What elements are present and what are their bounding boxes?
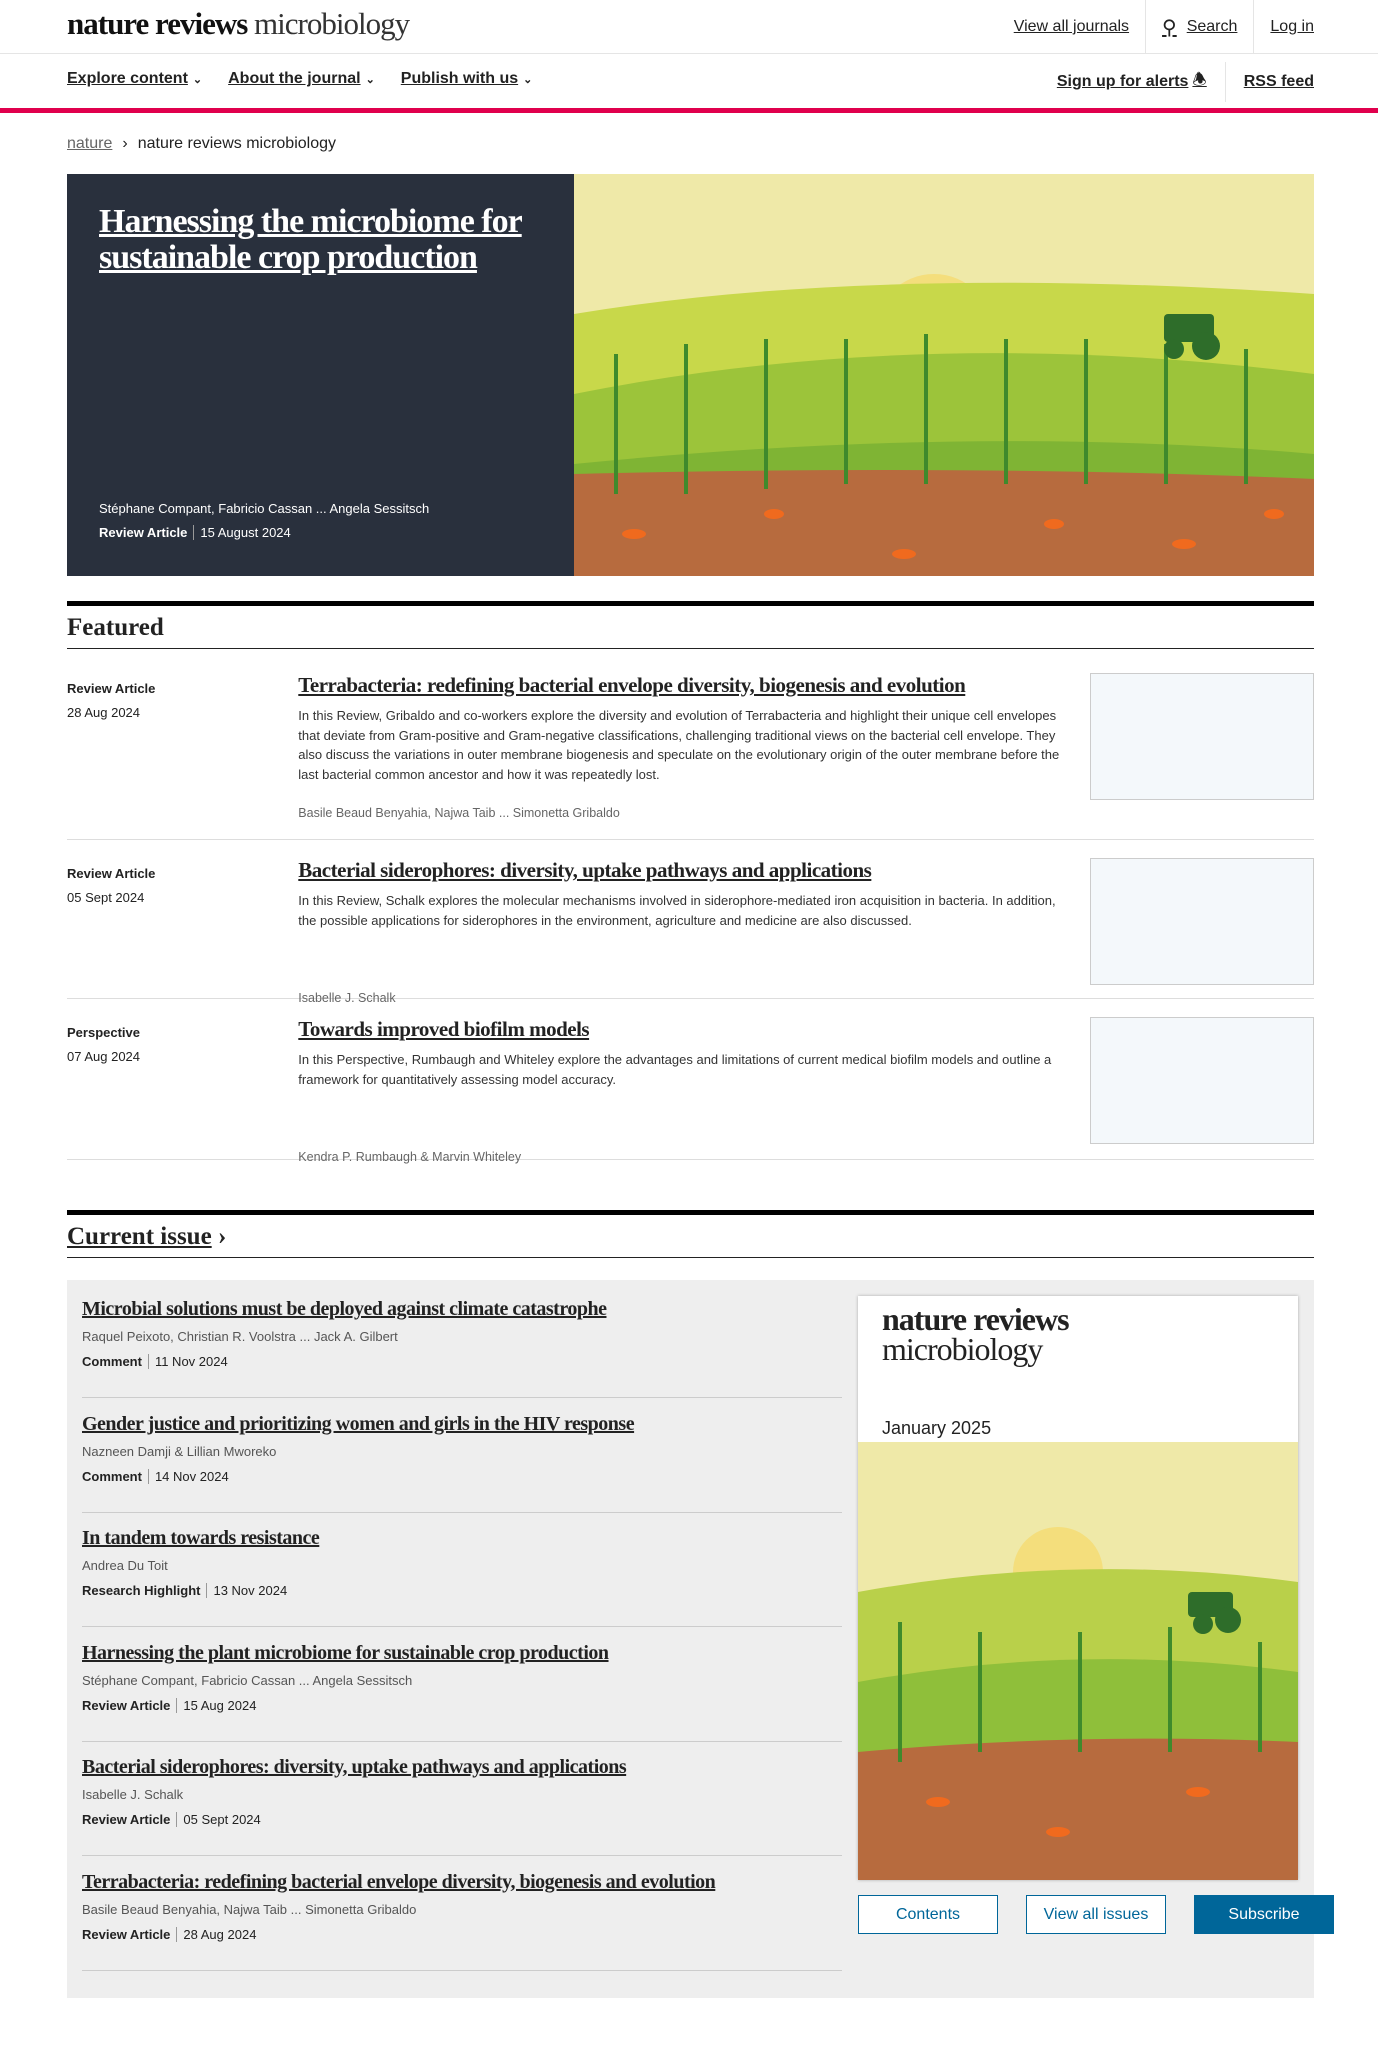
cover-logo-line2: microbiology <box>882 1331 1043 1367</box>
issue-article-authors: Andrea Du Toit <box>82 1558 168 1573</box>
article-authors: Kendra P. Rumbaugh & Marvin Whiteley <box>298 1150 522 1164</box>
view-all-issues-button[interactable]: View all issues <box>1026 1895 1166 1934</box>
breadcrumb-nature[interactable]: nature <box>67 135 113 152</box>
hero-date: 15 August 2024 <box>200 525 291 540</box>
issue-article-type: Comment <box>82 1354 149 1369</box>
article-title[interactable]: Bacterial siderophores: diversity, uptake pathways and applications <box>298 858 872 882</box>
article-authors: Isabelle J. Schalk <box>298 991 396 1005</box>
issue-article-title[interactable]: Terrabacteria: redefining bacterial envelope diversity, biogenesis and evolution <box>82 1870 716 1893</box>
issue-article <box>82 1512 842 1627</box>
article-title[interactable]: Towards improved biofilm models <box>298 1017 590 1041</box>
journal-logo[interactable] <box>67 6 409 42</box>
subscribe-button[interactable]: Subscribe <box>1194 1895 1334 1934</box>
view-all-journals-link[interactable]: View all journals <box>1013 18 1130 35</box>
issue-article-date: 15 Aug 2024 <box>183 1697 257 1713</box>
featured-item <box>67 858 1314 1005</box>
article-type: Review Article <box>67 681 156 696</box>
featured-item <box>67 673 1314 840</box>
issue-article-title[interactable]: In tandem towards resistance <box>82 1527 320 1549</box>
article-date: 28 Aug 2024 <box>67 705 141 720</box>
search-label: Search <box>1186 18 1238 35</box>
issue-article <box>82 1283 842 1398</box>
nav-label: Publish with us <box>400 70 519 87</box>
issue-article-title[interactable]: Bacterial siderophores: diversity, uptake pathways and applications <box>82 1756 627 1778</box>
nav-about-journal[interactable] <box>228 70 375 88</box>
login-link[interactable]: Log in <box>1253 0 1314 54</box>
article-type: Perspective <box>67 1025 140 1040</box>
issue-article-authors: Basile Beaud Benyahia, Najwa Taib ... Simonetta Gribaldo <box>82 1901 417 1917</box>
breadcrumb <box>67 135 336 153</box>
article-summary: In this Review, Gribaldo and co-workers explore the diversity and evolution of Terrabacteria and highlight their unique cell envelopes that deviate from Gram-positive and Gram-negative classifications, challenging traditional views on the bacterial cell envelope. They also discuss the variations in outer membrane biogenesis and speculate on the evolutionary origin of the outer membrane before the last bacterial common ancestor and how it was repeatedly lost. <box>298 708 1060 782</box>
issue-article-date: 13 Nov 2024 <box>213 1583 288 1598</box>
issue-article-date: 14 Nov 2024 <box>154 1468 229 1484</box>
issue-cover[interactable] <box>858 1296 1298 1880</box>
chevron-down-icon: ⌄ <box>192 74 203 86</box>
chevron-right-icon: › <box>211 1223 227 1250</box>
nav-label: Explore content <box>67 70 188 87</box>
accent-bar <box>0 108 1378 113</box>
hero-title[interactable]: Harnessing the microbiome for sustainable crop production <box>99 203 522 276</box>
chevron-right-icon: › <box>122 135 128 152</box>
article-date: 05 Sept 2024 <box>67 890 145 905</box>
cover-date: January 2025 <box>882 1418 992 1438</box>
current-issue-label: Current issue <box>67 1223 212 1250</box>
issue-article-type: Review Article <box>82 1927 177 1942</box>
bell-icon: 🕭 <box>1192 71 1207 89</box>
issue-article-type: Review Article <box>82 1698 177 1713</box>
nav-label: About the journal <box>228 70 361 87</box>
article-authors: Basile Beaud Benyahia, Najwa Taib ... Simonetta Gribaldo <box>298 806 620 820</box>
issue-article-type: Review Article <box>82 1812 177 1827</box>
issue-article-date: 11 Nov 2024 <box>154 1354 228 1369</box>
search-icon: ⚲ <box>1162 16 1177 39</box>
article-thumbnail[interactable] <box>1090 858 1315 985</box>
hero-article <box>67 174 1314 576</box>
issue-article-title[interactable]: Gender justice and prioritizing women and girls in the HIV response <box>82 1412 635 1435</box>
issue-article <box>82 1627 842 1742</box>
rss-feed-link[interactable]: RSS feed <box>1243 73 1314 90</box>
issue-article-date: 05 Sept 2024 <box>183 1812 261 1827</box>
article-title[interactable]: Terrabacteria: redefining bacterial envelope diversity, biogenesis and evolution <box>298 673 966 697</box>
issue-article <box>82 1856 842 1971</box>
chevron-down-icon: ⌄ <box>523 74 533 86</box>
chevron-down-icon: ⌄ <box>365 74 375 86</box>
crop-field-illustration <box>574 174 1314 576</box>
search-button[interactable] <box>1145 0 1253 54</box>
logo-bold: nature reviews <box>67 6 248 41</box>
issue-article <box>82 1398 842 1513</box>
issue-article-title[interactable]: Microbial solutions must be deployed against climate catastrophe <box>82 1298 607 1320</box>
article-date: 07 Aug 2024 <box>67 1049 141 1064</box>
issue-article-authors: Stéphane Compant, Fabricio Cassan ... Angela Sessitsch <box>82 1672 413 1688</box>
featured-heading: Featured <box>67 601 1314 649</box>
hero-type: Review Article <box>99 525 194 540</box>
issue-article-authors: Nazneen Damji & Lillian Mworeko <box>82 1443 277 1459</box>
issue-article-type: Comment <box>82 1469 149 1484</box>
sign-up-alerts-link[interactable] <box>1039 62 1226 102</box>
issue-article-date: 28 Aug 2024 <box>183 1926 257 1942</box>
hero-authors: Stéphane Compant, Fabricio Cassan ... Angela Sessitsch <box>99 501 430 516</box>
cover-logo <box>882 1301 1069 1367</box>
breadcrumb-current: nature reviews microbiology <box>137 135 337 152</box>
article-summary: In this Review, Schalk explores the molecular mechanisms involved in siderophore-mediated iron acquisition in bacteria. In addition, the possible applications for siderophores in the environment, agriculture and medicine are also discussed. <box>298 893 1056 928</box>
article-type: Review Article <box>67 866 156 881</box>
alerts-label: Sign up for alerts <box>1056 73 1189 90</box>
issue-article <box>82 1741 842 1856</box>
article-thumbnail[interactable] <box>1090 673 1315 800</box>
issue-article-authors: Raquel Peixoto, Christian R. Voolstra ... Jack A. Gilbert <box>82 1329 398 1344</box>
issue-article-type: Research Highlight <box>82 1583 207 1598</box>
issue-article-authors: Isabelle J. Schalk <box>82 1787 184 1802</box>
main-nav <box>67 70 532 88</box>
featured-item <box>67 1017 1314 1164</box>
nav-explore-content[interactable] <box>67 70 202 88</box>
nav-publish[interactable] <box>401 70 533 88</box>
article-thumbnail[interactable] <box>1090 1017 1315 1144</box>
current-issue-heading[interactable] <box>67 1210 1314 1258</box>
cover-logo-line1: nature reviews <box>882 1301 1069 1337</box>
contents-button[interactable]: Contents <box>858 1895 998 1934</box>
logo-light: microbiology <box>247 6 410 41</box>
article-summary: In this Perspective, Rumbaugh and Whiteley explore the advantages and limitations of current medical biofilm models and outline a framework for quantitatively assessing model accuracy. <box>298 1052 1052 1087</box>
hero-image[interactable] <box>574 174 1314 576</box>
issue-article-title[interactable]: Harnessing the plant microbiome for sustainable crop production <box>82 1641 609 1664</box>
cover-illustration <box>858 1442 1298 1880</box>
